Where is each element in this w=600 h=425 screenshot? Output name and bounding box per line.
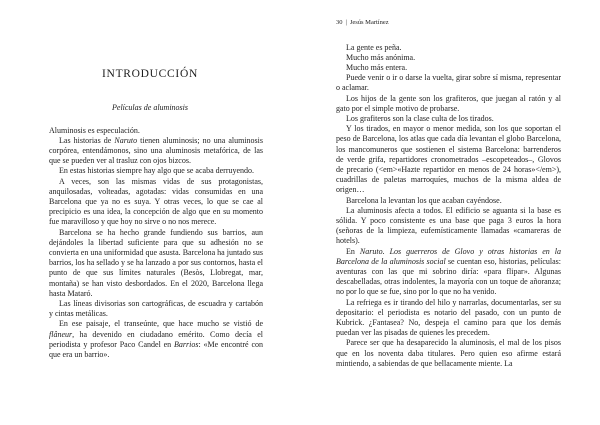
page-number: 30 <box>336 19 343 26</box>
paragraph: Las líneas divisorias son cartográficas, de escuadra y cartabón y cintas metálicas. <box>49 298 263 319</box>
paragraph: Barcelona la levantan los que acaban cayéndose. <box>346 195 502 205</box>
paragraph: Mucho más anónima. <box>346 52 416 62</box>
running-head-author: Jesús Martínez <box>349 19 389 26</box>
paragraph: Los grafiteros son la clase culta de los tirados. <box>346 113 494 123</box>
paragraph: Puede venir o ir o darse la vuelta, girar sobre sí misma, representar o aclamar. <box>336 73 561 93</box>
paragraph: En ese paisaje, el transeúnte, que hace mucho se vistió de flâneur, ha devenido en ciudadano emérito. Como decía el periodista y profesor Paco Candel en Barrios: «Me encontré con que era un barrio». <box>49 319 263 359</box>
running-head-separator: | <box>345 19 347 26</box>
left-page-body-text <box>49 126 263 361</box>
paragraph: La gente es peña. <box>346 42 402 52</box>
paragraph: Las historias de Naruto tienen aluminosis; no una aluminosis corpórea, entendámonos, sino una aluminosis metafórica, de las que se pueden ver al trasluz con ojos bizcos. <box>49 135 264 166</box>
paragraph: En estas historias siempre hay algo que se acaba derruyendo. <box>59 166 255 176</box>
paragraph: La refriega es ir tirando del hilo y narrarlas, documentarlas, ser su depositario: el periodista es notario del pasado, con un punto de Kubrick. ¿Fantasea? No, despeja el camino para que los demás puedan ver las pisadas de quienes les precedem. <box>336 297 561 338</box>
paragraph: Parece ser que ha desaparecido la aluminosis, el mal de los pisos que en los noventa daba titulares. Pero quien eso afirme estará mintiendo, a sabiendas de que bellacamente miente. La <box>336 338 561 368</box>
paragraph: A veces, son las mismas vidas de sus protagonistas, anquilosadas, volteadas, agotadas: vidas consumidas en una Barcelona que ya no es suya. Y otras veces, lo que se cae al precipicio es una idea, la concepción de algo que en su momento fue maravilloso y que hoy no sirve o no nos merece. <box>49 176 263 227</box>
right-page-body-text <box>336 43 561 370</box>
chapter-subtitle: Películas de aluminosis <box>112 103 188 112</box>
running-head <box>336 19 389 26</box>
paragraph: Barcelona se ha hecho grande fundiendo sus barrios, aun dejándoles la libertad suficiente para que su adhesión no se convierta en una uniformidad que asusta. Barcelona ha juntado sus barrios, los ha sellado y se ha lanzado a por sus contornos, hasta el punto de que sus límites naturales (Besòs, Llobregat, mar, montaña) se han visto desbordados. En el 2020, Barcelona llega hasta Mataró. <box>49 227 263 298</box>
paragraph: Los hijos de la gente son los grafiteros, que juegan al ratón y al gato por el simple motivo de probarse. <box>336 93 561 113</box>
paragraph: Aluminosis es especulación. <box>49 125 140 135</box>
paragraph: En Naruto. Los guerreros de Glovo y otras historias en la Barcelona de la aluminosis social se cuentan eso, historias, películas: aventuras con las que mi sobrino diría: «para flipar». Algunas descabelladas, otras indolentes, la mayoría con un toque de añoranza; no por lo que se fue, sino por lo que no ha venido. <box>336 246 561 297</box>
paragraph: Mucho más entera. <box>346 62 408 72</box>
paragraph: Y los tirados, en mayor o menor medida, son los que soportan el peso de Barcelona, los atlas que cada día levantan el globo Barcelona, los mancomuneros que sostienen el sistema Barcelona: barrenderos de verde grifa, repartidores cronometrados –escopeteados–, Glovos de precario (<em>«Hazte repartidor en menos de 24 horas»</em>), cuadrillas de paletas marroquíes, muchos de la misma aldea de origen… <box>336 124 561 195</box>
paragraph: La aluminosis afecta a todos. El edificio se aguanta si la base es sólida. Y poco consistente es una base que paga 3 euros la hora (señoras de la limpieza, eufemísticamente llamadas «camareras de hotels). <box>336 205 561 246</box>
chapter-title: INTRODUCCIÓN <box>102 68 198 80</box>
